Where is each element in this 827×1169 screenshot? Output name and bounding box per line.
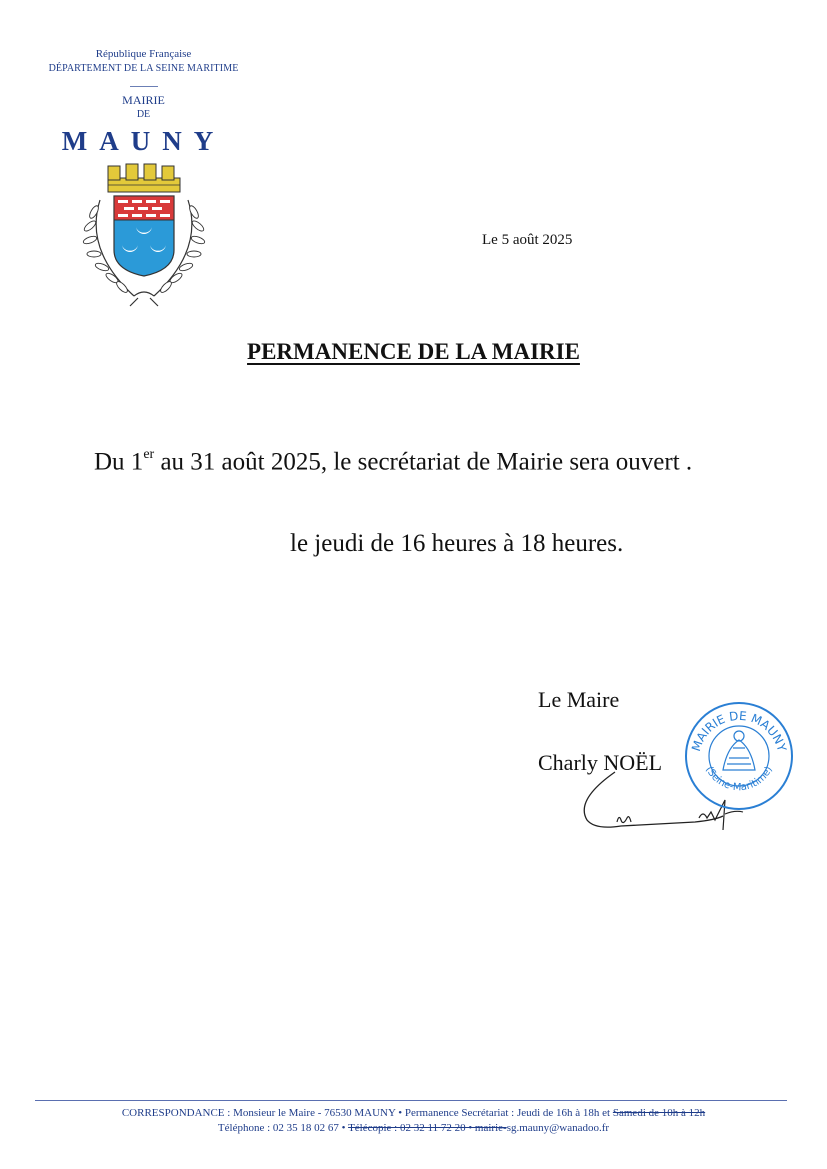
stamp-emblem-icon xyxy=(723,731,755,770)
footer-struck-fax: Télécopie : 02 32 11 72 20 • mairie- xyxy=(348,1122,507,1134)
departement-label: DÉPARTEMENT DE LA SEINE MARITIME xyxy=(48,63,239,74)
mairie-label: MAIRIE xyxy=(122,93,165,107)
opening-hours: le jeudi de 16 heures à 18 heures. xyxy=(290,530,624,557)
coat-of-arms-logo xyxy=(78,160,210,308)
footer-correspondence-text: CORRESPONDANCE : Monsieur le Maire - 76530 MAUNY • Permanence Secrétariat : Jeudi de 16h à 18h et xyxy=(121,1107,613,1119)
announcement-paragraph xyxy=(94,440,726,479)
crown-icon xyxy=(108,164,180,192)
announcement-part2: au 31 août 2025, le secrétariat de Mairie sera ouvert . xyxy=(154,448,693,476)
document-date: Le 5 août 2025 xyxy=(482,232,573,248)
town-name: MAUNY xyxy=(61,126,226,156)
stamp-top-text: MAIRIE DE MAUNY xyxy=(689,708,789,754)
document-title: PERMANENCE DE LA MAIRIE xyxy=(247,339,580,364)
footer-contact xyxy=(0,1122,827,1134)
signatory-role: Le Maire xyxy=(538,687,620,712)
de-label: DE xyxy=(136,109,151,120)
shield-icon xyxy=(114,196,174,276)
footer-phone: Téléphone : 02 35 18 02 67 • xyxy=(217,1122,349,1134)
svg-text:(Seine-Maritime) xyxy=(703,765,775,794)
official-stamp xyxy=(683,700,795,812)
stamp-bottom-text: (Seine-Maritime) xyxy=(703,764,775,794)
footer-divider xyxy=(35,1100,787,1101)
announcement-part1: Du 1 xyxy=(94,448,144,476)
footer-correspondence xyxy=(0,1107,827,1119)
footer-struck-hours: Samedi de 10h à 12h xyxy=(612,1107,706,1119)
footer-email-link[interactable]: sg.mauny@wanadoo.fr xyxy=(506,1122,610,1134)
republique-francaise-label: République Française xyxy=(95,48,192,60)
letterhead-divider xyxy=(130,86,158,87)
announcement-superscript: er xyxy=(143,447,155,462)
signatory-name: Charly NOËL xyxy=(538,750,663,775)
